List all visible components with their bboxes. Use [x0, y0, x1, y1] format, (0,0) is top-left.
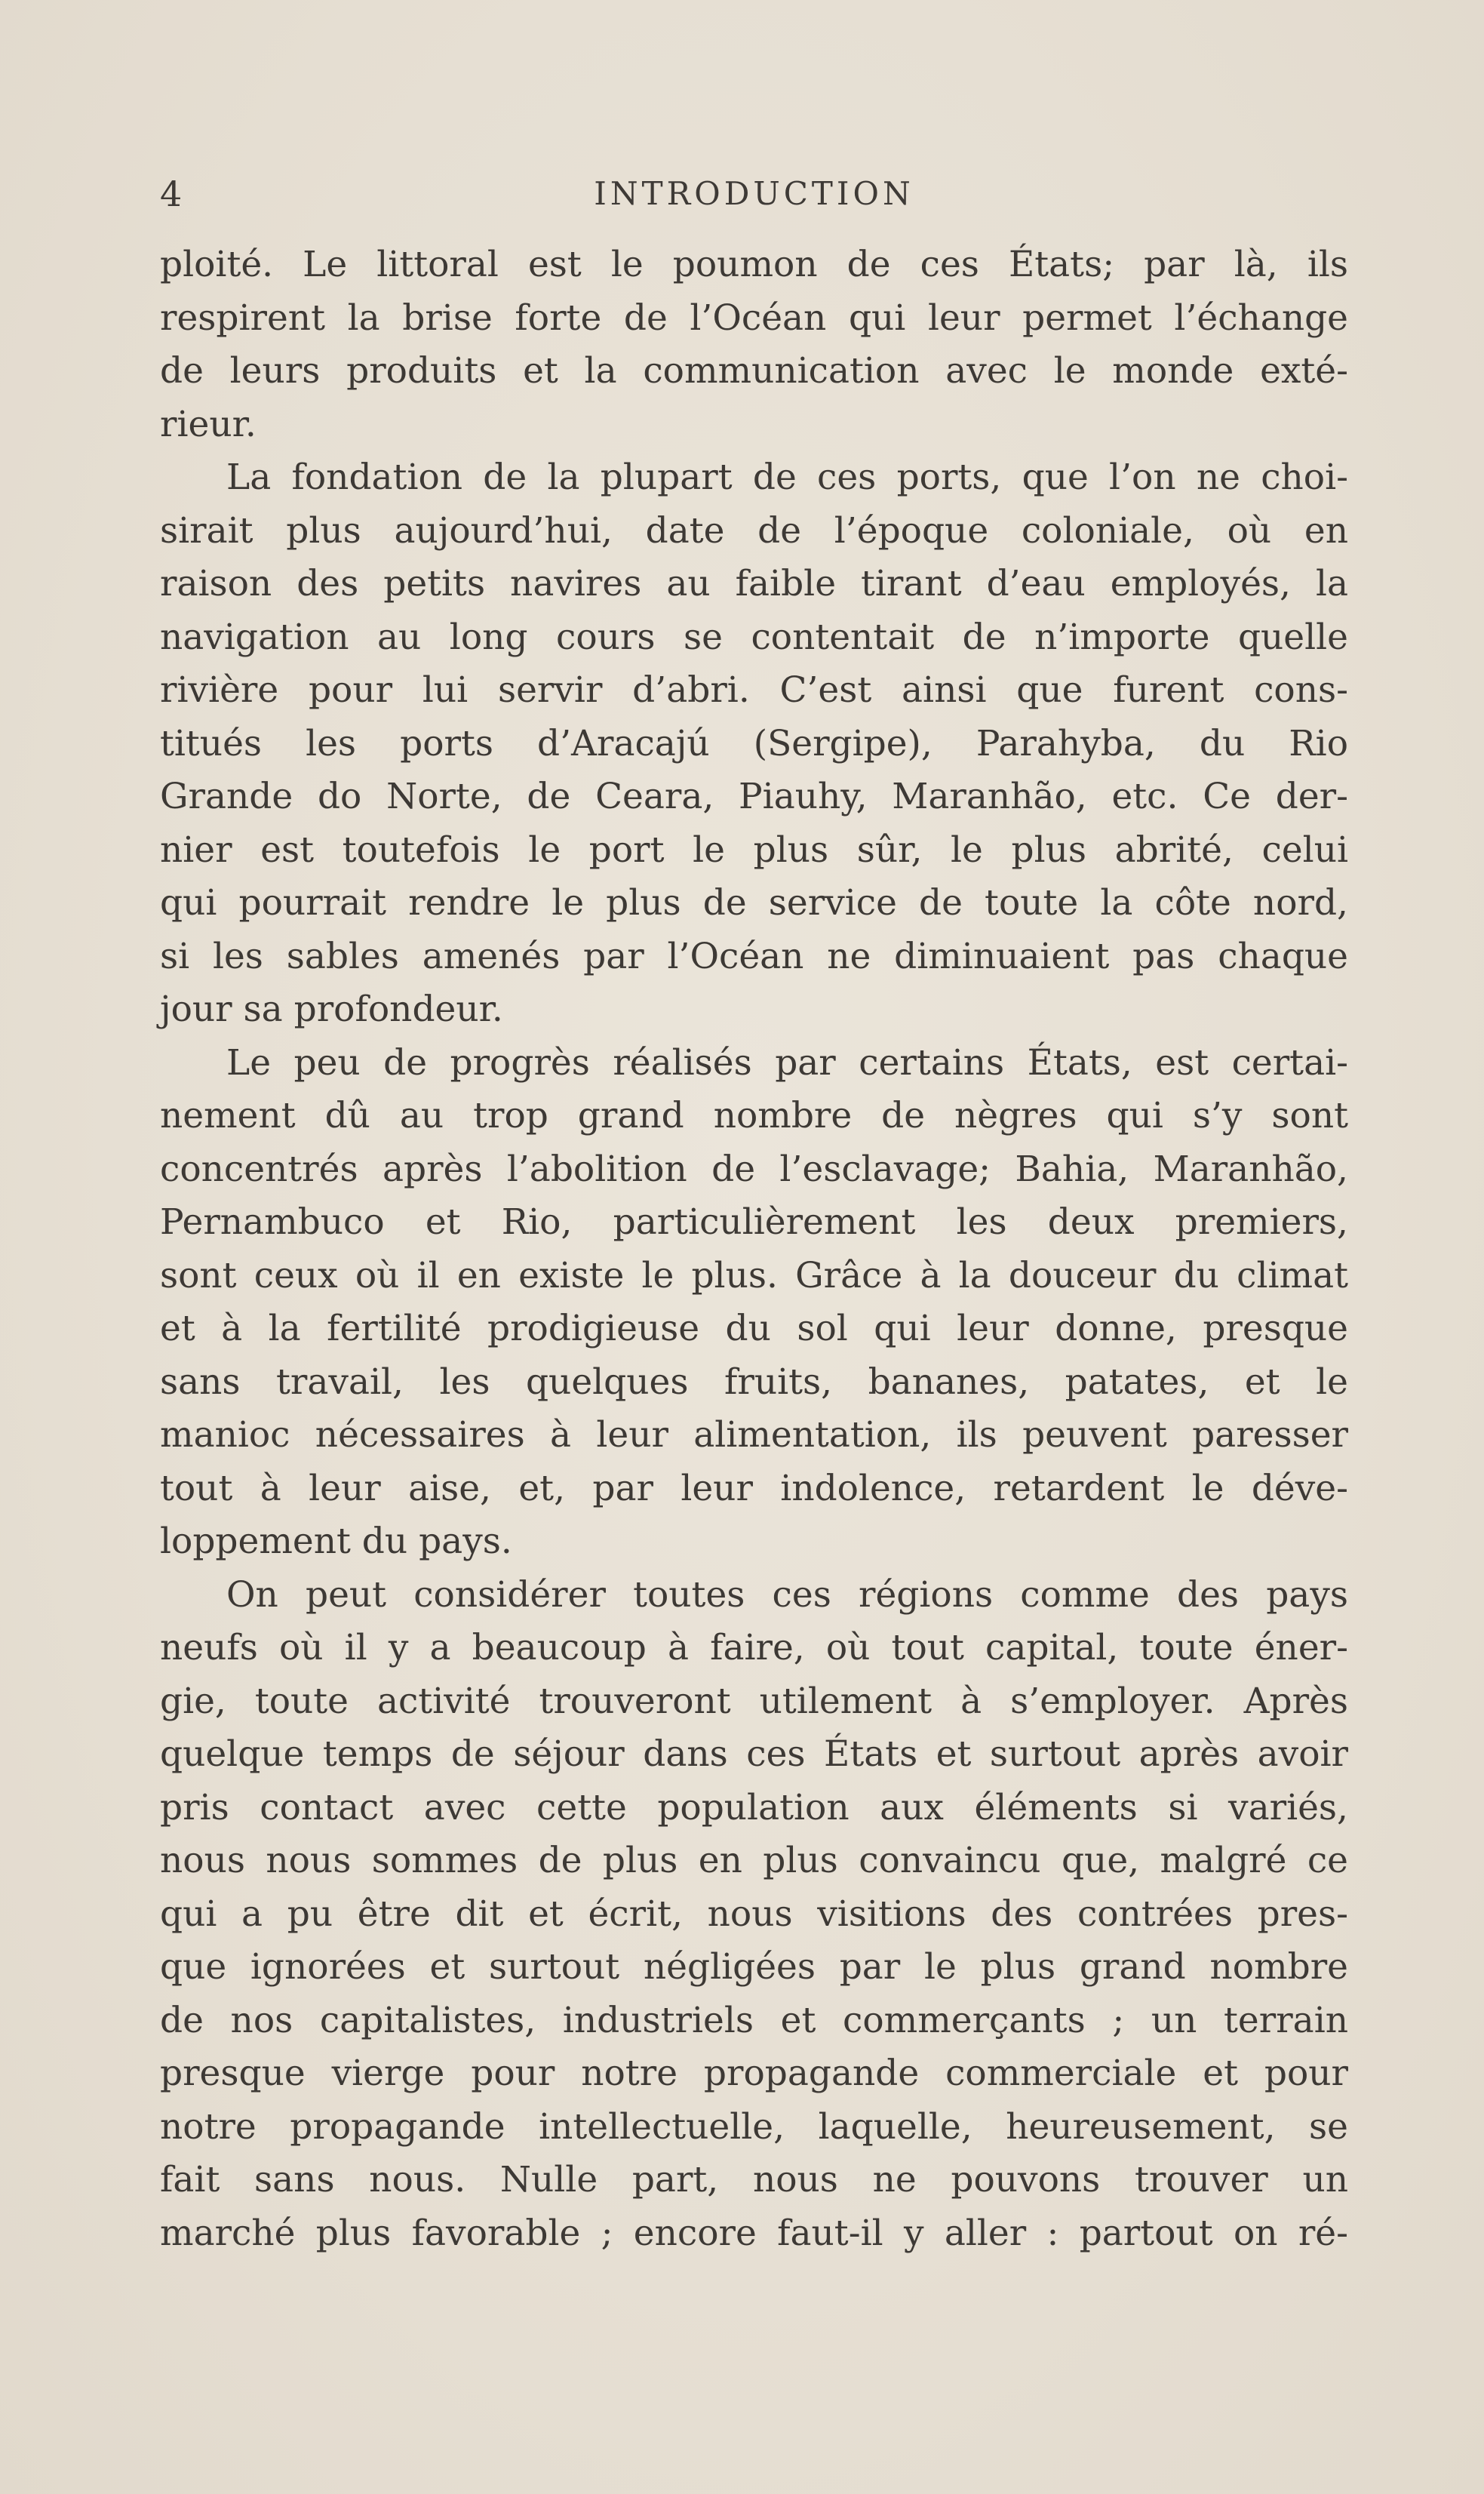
text-line: nier est toutefois le port le plus sûr, le plus abrité, celui	[160, 829, 1348, 871]
text-line: sont ceux où il en existe le plus. Grâce à la douceur du climat	[160, 1254, 1348, 1296]
text-line: manioc nécessaires à leur alimentation, ils peuvent paresser	[160, 1414, 1348, 1456]
text-line: marché plus favorable ; encore faut-il y aller : partout on ré-	[160, 2212, 1348, 2254]
running-head: INTRODUCTION	[594, 175, 914, 212]
text-line: neufs où il y a beaucoup à faire, où tout capital, toute éner-	[160, 1627, 1348, 1668]
text-line: qui a pu être dit et écrit, nous visitions des contrées pres-	[160, 1893, 1348, 1935]
text-line: notre propagande intellectuelle, laquelle, heureusement, se	[160, 2105, 1348, 2148]
body-text	[160, 238, 1348, 2260]
text-line: si les sables amenés par l’Océan ne diminuaient pas chaque	[160, 935, 1348, 977]
text-line: de leurs produits et la communication avec le monde exté-	[160, 350, 1348, 392]
text-line: rieur.	[160, 403, 257, 445]
text-line: gie, toute activité trouveront utilement à s’employer. Après	[160, 1680, 1348, 1722]
text-line: presque vierge pour notre propagande commerciale et pour	[160, 2053, 1348, 2094]
text-line: sirait plus aujourd’hui, date de l’époque coloniale, où en	[160, 509, 1348, 552]
text-line: respirent la brise forte de l’Océan qui leur permet l’échange	[160, 297, 1348, 339]
text-line: nement dû au trop grand nombre de nègres qui s’y sont	[160, 1095, 1348, 1136]
text-line: nous nous sommes de plus en plus convaincu que, malgré ce	[160, 1840, 1348, 1881]
text-line: et à la fertilité prodigieuse du sol qui leur donne, presque	[160, 1308, 1348, 1349]
text-line: loppement du pays.	[160, 1521, 512, 1562]
text-line: Grande do Norte, de Ceara, Piauhy, Maranhão, etc. Ce der-	[160, 776, 1348, 817]
text-line: pris contact avec cette population aux éléments si variés,	[160, 1786, 1348, 1828]
text-line: navigation au long cours se contentait de n’importe quelle	[160, 616, 1348, 658]
text-line: quelque temps de séjour dans ces États et surtout après avoir	[160, 1733, 1348, 1775]
text-line: de nos capitalistes, industriels et commerçants ; un terrain	[160, 1999, 1348, 2041]
text-line: sans travail, les quelques fruits, bananes, patates, et le	[160, 1361, 1348, 1403]
text-line: Pernambuco et Rio, particulièrement les deux premiers,	[160, 1201, 1348, 1243]
text-line: ploité. Le littoral est le poumon de ces États; par là, ils	[160, 244, 1348, 285]
text-line: raison des petits navires au faible tirant d’eau employés, la	[160, 563, 1348, 604]
text-line: Le peu de progrès réalisés par certains États, est certai-	[226, 1041, 1348, 1084]
text-line: rivière pour lui servir d’abri. C’est ainsi que furent cons-	[160, 669, 1348, 711]
text-line: jour sa profondeur.	[160, 989, 503, 1030]
page-header	[160, 168, 1348, 220]
text-line: tout à leur aise, et, par leur indolence, retardent le déve-	[160, 1467, 1348, 1509]
text-line: On peut considérer toutes ces régions comme des pays	[226, 1573, 1348, 1616]
text-line: fait sans nous. Nulle part, nous ne pouvons trouver un	[160, 2159, 1348, 2200]
text-line: La fondation de la plupart de ces ports, que l’on ne choi-	[226, 457, 1348, 498]
text-line: qui pourrait rendre le plus de service de toute la côte nord,	[160, 882, 1348, 924]
text-line: que ignorées et surtout négligées par le plus grand nombre	[160, 1946, 1348, 1988]
text-line: concentrés après l’abolition de l’esclavage; Bahia, Maranhão,	[160, 1148, 1348, 1190]
page-number: 4	[160, 174, 183, 214]
text-line: titués les ports d’Aracajú (Sergipe), Parahyba, du Rio	[160, 722, 1348, 764]
